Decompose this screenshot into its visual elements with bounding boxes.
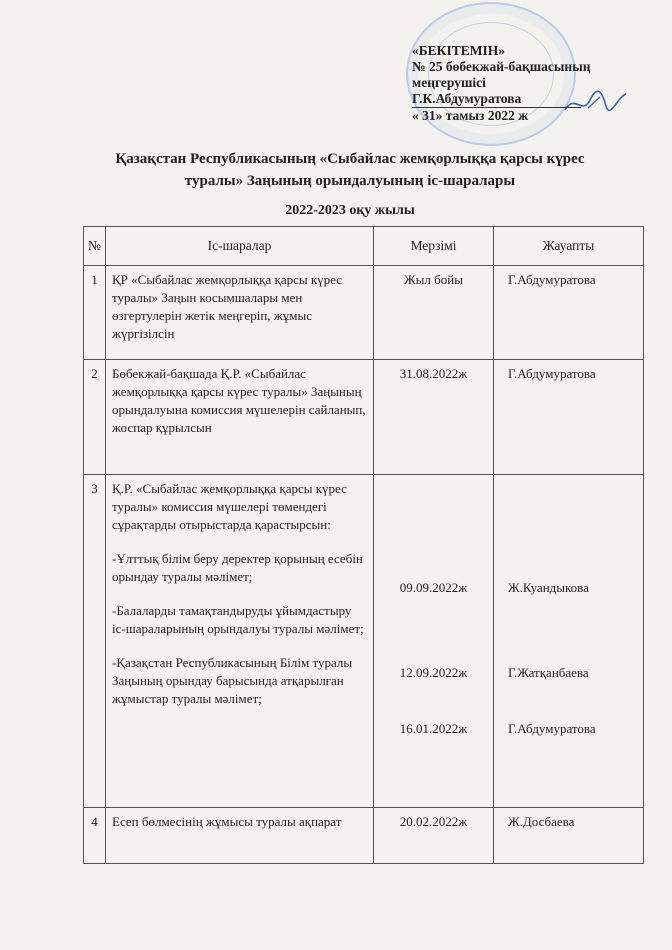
row-deadline: 31.08.2022ж [374, 360, 494, 475]
subitem-responsible: Ж.Куандыкова [508, 580, 589, 595]
subitem-text: -Балаларды тамақтандыруды ұйымдастыру іс-шараларының орындалуы туралы мәлімет; [112, 603, 364, 636]
row-activity: ҚР «Сыбайлас жемқорлыққа қарсы күрес туралы» Заңын косымшалары мен өзгертулерін жетік меңгеріп, жұмыс жүргізілсін [106, 266, 374, 360]
row-responsible-group [494, 475, 644, 808]
row-num: 2 [84, 360, 106, 475]
row-num: 3 [84, 475, 106, 808]
subitem-text: -Ұлттық білім беру деректер қорының есебін орындау туралы мәлімет; [112, 551, 363, 584]
subitem-responsible: Г.Абдумуратова [508, 721, 596, 736]
activities-table [83, 226, 644, 864]
subitem-text: -Қазақстан Республикасының Білім туралы Заңының орындау барысында атқарылған жұмыстар туралы мәлімет; [112, 655, 353, 706]
page-title [60, 148, 640, 192]
approval-date: « 31» тамыз 2022 ж [412, 108, 528, 123]
table-header-row [84, 227, 644, 266]
subitem-deadline: 09.09.2022ж [399, 580, 468, 595]
table-row [84, 808, 644, 864]
row-activity-group [106, 475, 374, 808]
subitem-deadline: 16.01.2022ж [399, 721, 468, 736]
table-row [84, 475, 644, 808]
row-deadline-group [374, 475, 494, 808]
header-activities: Іс-шаралар [106, 227, 374, 266]
row-num: 1 [84, 266, 106, 360]
academic-year: 2022-2023 оқу жылы [285, 203, 415, 218]
row-responsible: Г.Абдумуратова [494, 360, 644, 475]
table-row [84, 360, 644, 475]
title-line-2: туралы» Заңының орындалуының іс-шаралары [184, 173, 516, 189]
subitem-responsible: Г.Жатқанбаева [508, 665, 589, 680]
header-responsible: Жауапты [494, 227, 644, 266]
approval-block [412, 43, 652, 124]
row-responsible: Ж.Досбаева [494, 808, 644, 864]
subitem-deadline: 12.09.2022ж [399, 665, 468, 680]
approval-heading: «БЕКІТЕМІН» [412, 43, 505, 58]
header-deadline: Мерзімі [374, 227, 494, 266]
row-activity: Қ.Р. «Сыбайлас жемқорлыққа қарсы күрес туралы» комиссия мүшелері төмендегі сұрақтарды отырыстарда қарастырсын: [112, 481, 347, 532]
table-row [84, 266, 644, 360]
row-activity: Бөбекжай-бақшада Қ.Р. «Сыбайлас жемқорлыққа қарсы күрес туралы» Заңының орындалуына комиссия мүшелерін сайланып, жоспар құрылсын [106, 360, 374, 475]
approval-name: Г.К.Абдумуратова [412, 91, 581, 108]
row-num: 4 [84, 808, 106, 864]
approval-org: № 25 бөбекжай-бақшасының [412, 59, 591, 74]
row-activity: Есеп бөлмесінің жұмысы туралы ақпарат [106, 808, 374, 864]
row-deadline: Жыл бойы [374, 266, 494, 360]
title-line-1: Қазақстан Республикасының «Сыбайлас жемқорлыққа қарсы күрес [115, 151, 585, 167]
row-deadline: 20.02.2022ж [374, 808, 494, 864]
approval-position: меңгерушісі [412, 75, 486, 90]
row-responsible: Г.Абдумуратова [494, 266, 644, 360]
header-num: № [84, 227, 106, 266]
